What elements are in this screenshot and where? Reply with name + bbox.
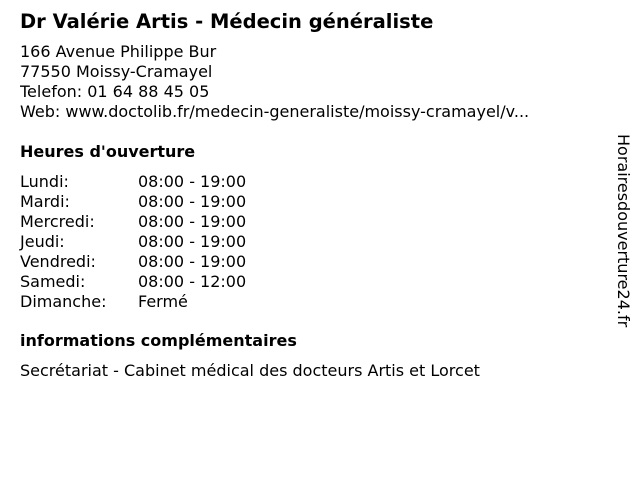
business-card xyxy=(20,10,600,381)
day-label: Vendredi: xyxy=(20,252,96,271)
city-address: 77550 Moissy-Cramayel xyxy=(20,62,213,81)
hours-heading: Heures d'ouverture xyxy=(20,142,196,161)
phone-number: Telefon: 01 64 88 45 05 xyxy=(20,82,210,101)
time-value: 08:00 - 19:00 xyxy=(138,252,247,271)
time-value: 08:00 - 19:00 xyxy=(138,172,247,191)
hours-row xyxy=(20,172,600,192)
day-label: Samedi: xyxy=(20,272,86,291)
hours-row xyxy=(20,232,600,252)
hours-row xyxy=(20,192,600,212)
day-label: Jeudi: xyxy=(20,232,65,251)
day-label: Dimanche: xyxy=(20,292,107,311)
hours-row xyxy=(20,212,600,232)
street-address: 166 Avenue Philippe Bur xyxy=(20,42,217,61)
page-title: Dr Valérie Artis - Médecin généraliste xyxy=(20,10,434,33)
time-value: 08:00 - 19:00 xyxy=(138,232,247,251)
hours-row xyxy=(20,252,600,272)
opening-hours-table xyxy=(20,172,600,312)
hours-row xyxy=(20,292,600,312)
time-value: 08:00 - 12:00 xyxy=(138,272,247,291)
day-label: Mardi: xyxy=(20,192,70,211)
day-label: Mercredi: xyxy=(20,212,95,231)
info-heading: informations complémentaires xyxy=(20,331,297,350)
address-block xyxy=(20,42,600,122)
time-value: Fermé xyxy=(138,292,188,311)
info-text: Secrétariat - Cabinet médical des docteurs Artis et Lorcet xyxy=(20,361,480,380)
time-value: 08:00 - 19:00 xyxy=(138,212,247,231)
time-value: 08:00 - 19:00 xyxy=(138,192,247,211)
website-link[interactable]: Web: www.doctolib.fr/medecin-generaliste/moissy-cramayel/v... xyxy=(20,102,530,121)
hours-row xyxy=(20,272,600,292)
site-watermark: Horairesdouverture24.fr xyxy=(614,134,633,328)
day-label: Lundi: xyxy=(20,172,69,191)
